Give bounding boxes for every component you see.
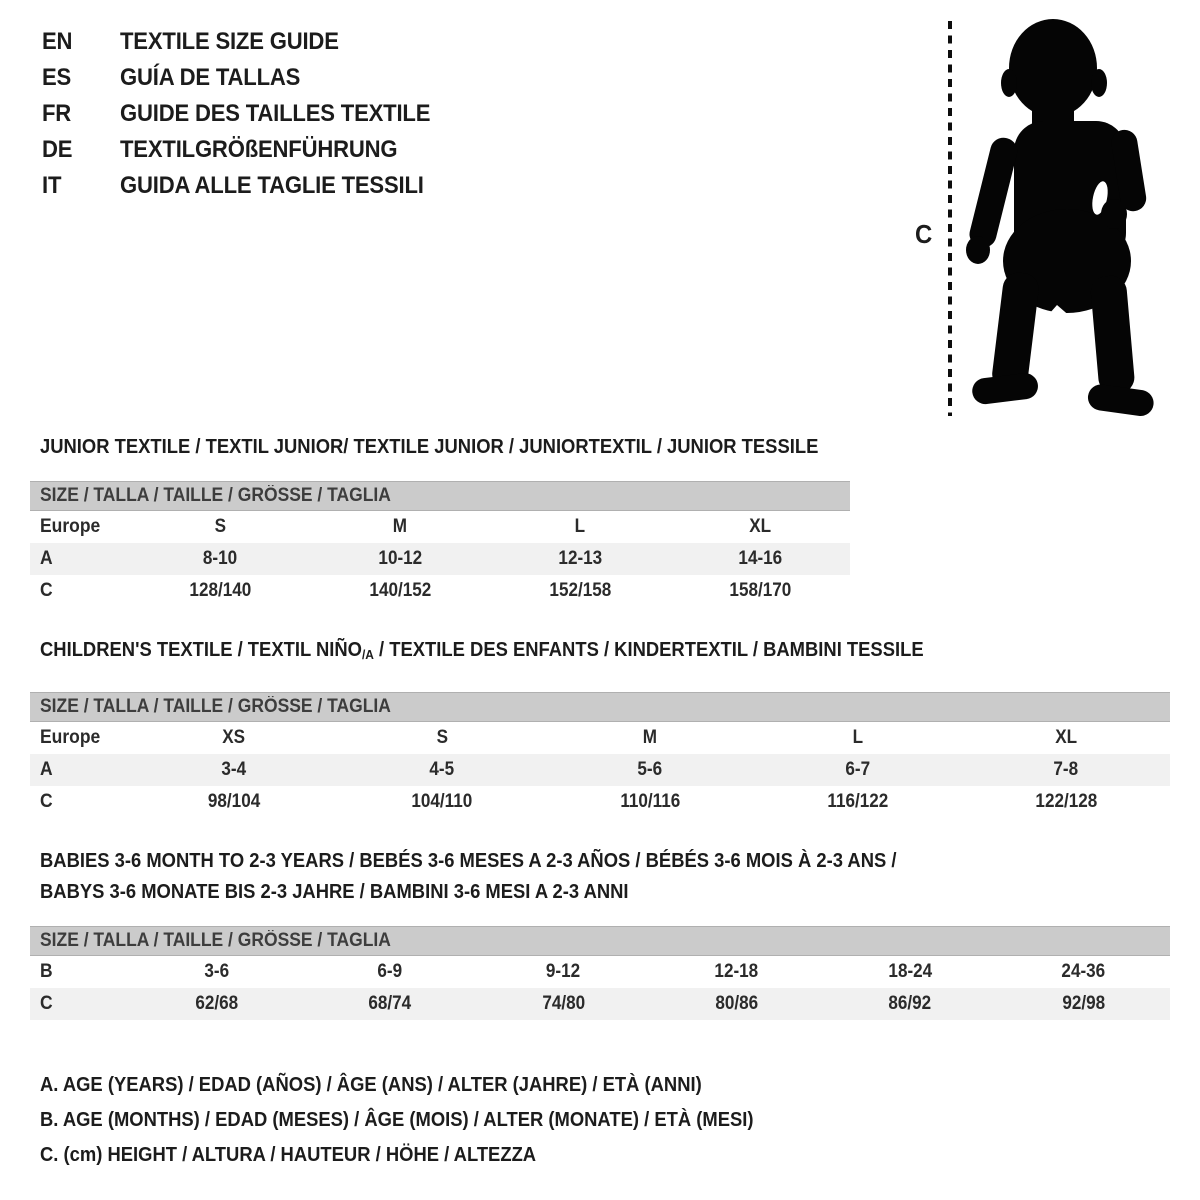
size-cell: XL (749, 516, 771, 537)
language-title: GUIDE DES TAILLES TEXTILE (120, 100, 431, 127)
language-row-fr (42, 96, 457, 132)
toddler-silhouette-icon (915, 16, 1155, 420)
age-cell: 8-10 (202, 548, 238, 569)
height-cell: 98/104 (207, 791, 261, 812)
language-code: IT (42, 172, 62, 199)
language-code: FR (42, 100, 72, 127)
legend-height-cm: C. (cm) HEIGHT / ALTURA / HAUTEUR / HÖHE / ALTEZZA (40, 1144, 537, 1166)
height-cell: 158/170 (729, 580, 791, 601)
height-cell: 86/92 (888, 993, 932, 1014)
size-cell: L (574, 516, 586, 537)
row-label: Europe (40, 516, 101, 537)
height-cell: 152/158 (549, 580, 611, 601)
size-cell: S (436, 727, 448, 748)
age-cell: 3-6 (204, 961, 230, 982)
age-cell: 9-12 (546, 961, 581, 982)
age-cell: 5-6 (637, 759, 663, 780)
row-label: Europe (40, 727, 101, 748)
language-title: GUÍA DE TALLAS (120, 64, 301, 91)
babies-section (30, 846, 1170, 1020)
row-label: C (40, 791, 53, 812)
junior-section-title: JUNIOR TEXTILE / TEXTIL JUNIOR/ TEXTILE JUNIOR / JUNIORTEXTIL / JUNIOR TESSILE (40, 436, 819, 458)
size-cell: S (214, 516, 226, 537)
age-cell: 7-8 (1053, 759, 1079, 780)
size-cell: L (852, 727, 864, 748)
language-row-es (42, 60, 457, 96)
size-cell: M (642, 727, 658, 748)
children-row-height (30, 786, 1170, 818)
row-label: C (40, 580, 53, 601)
junior-size-header-bar: SIZE / TALLA / TAILLE / GRÖSSE / TAGLIA (30, 481, 850, 511)
age-cell: 6-9 (377, 961, 403, 982)
row-label: B (40, 961, 53, 982)
junior-section (30, 437, 850, 607)
legend-age-years: A. AGE (YEARS) / EDAD (AÑOS) / ÂGE (ANS) / ALTER (JAHRE) / ETÀ (ANNI) (40, 1074, 702, 1096)
age-cell: 4-5 (429, 759, 455, 780)
height-cell: 80/86 (715, 993, 759, 1014)
junior-row-height (30, 575, 850, 607)
children-size-header-bar: SIZE / TALLA / TAILLE / GRÖSSE / TAGLIA (30, 692, 1170, 722)
age-cell: 18-24 (888, 961, 932, 982)
age-cell: 24-36 (1061, 961, 1106, 982)
language-title-list (42, 24, 457, 204)
children-section (30, 640, 1170, 818)
size-cell: M (392, 516, 408, 537)
age-cell: 3-4 (221, 759, 247, 780)
height-cell: 74/80 (541, 993, 585, 1014)
height-cell: 116/122 (827, 791, 889, 812)
children-row-age (30, 754, 1170, 786)
age-cell: 14-16 (738, 548, 782, 569)
nino-a-subscript: /A (361, 647, 374, 662)
height-cell: 122/128 (1035, 791, 1097, 812)
children-row-europe (30, 722, 1170, 754)
age-cell: 6-7 (845, 759, 871, 780)
height-measure-figure (915, 16, 1155, 420)
height-cell: 68/74 (368, 993, 412, 1014)
babies-row-height (30, 988, 1170, 1020)
row-label: C (40, 993, 53, 1014)
age-cell: 12-18 (714, 961, 759, 982)
language-row-it (42, 168, 457, 204)
height-cell: 128/140 (189, 580, 251, 601)
row-label: A (40, 759, 53, 780)
legend-age-months: B. AGE (MONTHS) / EDAD (MESES) / ÂGE (MOIS) / ALTER (MONATE) / ETÀ (MESI) (40, 1109, 754, 1131)
language-title: GUIDA ALLE TAGLIE TESSILI (120, 172, 424, 199)
height-measure-label: C (915, 219, 933, 249)
babies-size-header-bar: SIZE / TALLA / TAILLE / GRÖSSE / TAGLIA (30, 926, 1170, 956)
height-cell: 92/98 (1061, 993, 1105, 1014)
height-cell: 110/116 (620, 791, 680, 812)
language-title: TEXTILE SIZE GUIDE (120, 28, 339, 55)
language-title: TEXTILGRÖßENFÜHRUNG (120, 136, 398, 163)
age-cell: 10-12 (378, 548, 422, 569)
junior-row-europe (30, 511, 850, 543)
language-code: DE (42, 136, 73, 163)
language-row-en (42, 24, 457, 60)
language-code: ES (42, 64, 72, 91)
babies-row-months (30, 956, 1170, 988)
size-cell: XL (1055, 727, 1077, 748)
babies-section-title: BABIES 3-6 MONTH TO 2-3 YEARS / BEBÉS 3-6 MESES A 2-3 AÑOS / BÉBÉS 3-6 MOIS À 2-3 ANS / BABYS 3-6 MONATE BIS 2-3 JAHRE / BAMBINI 3-6 MESI A 2-3 ANNI (40, 850, 897, 903)
height-cell: 104/110 (411, 791, 473, 812)
language-row-de (42, 132, 457, 168)
legend (40, 1068, 816, 1173)
language-code: EN (42, 28, 73, 55)
size-cell: XS (222, 727, 246, 748)
children-section-title: CHILDREN'S TEXTILE / TEXTIL NIÑO/A / TEXTILE DES ENFANTS / KINDERTEXTIL / BAMBINI TESSILE (40, 639, 924, 662)
height-cell: 62/68 (195, 993, 239, 1014)
row-label: A (40, 548, 53, 569)
junior-row-age (30, 543, 850, 575)
age-cell: 12-13 (558, 548, 602, 569)
height-cell: 140/152 (369, 580, 431, 601)
